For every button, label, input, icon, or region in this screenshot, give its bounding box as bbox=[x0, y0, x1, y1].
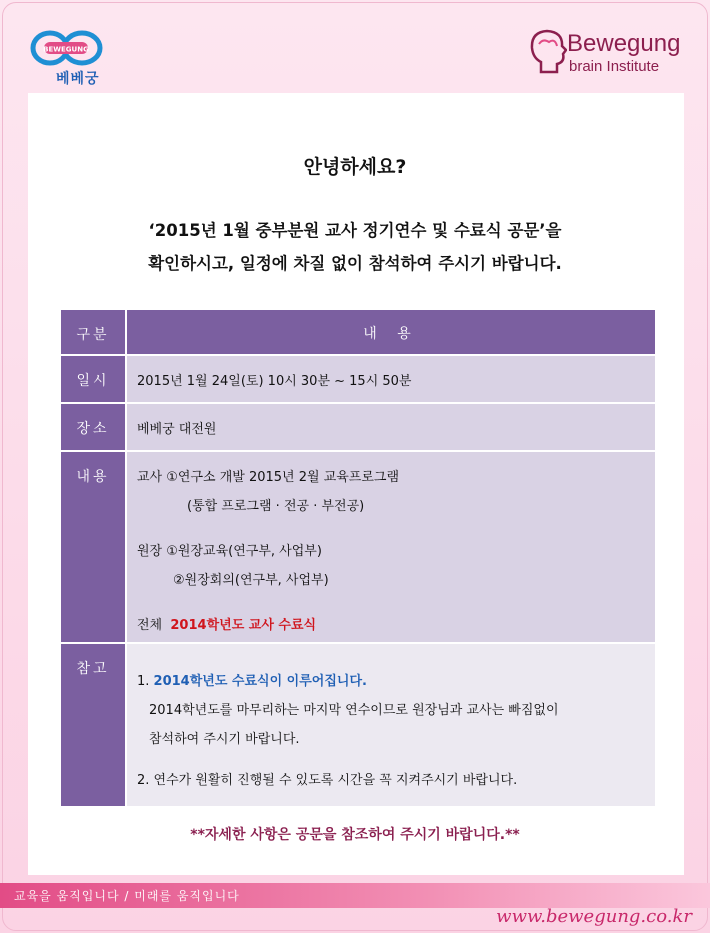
content-value bbox=[127, 452, 655, 642]
note-item-2: 2. 연수가 원활히 진행될 수 있도록 시간을 꼭 지켜주시기 바랍니다. bbox=[137, 773, 518, 788]
greeting-heading: 안녕하세요? bbox=[303, 156, 407, 178]
logo-title: Bewegung bbox=[567, 30, 681, 57]
director-line-2: ②원장회의(연구부, 사업부) bbox=[173, 573, 329, 588]
schedule-table bbox=[61, 310, 655, 806]
slogan-text: 교육을 움직입니다 / 미래를 움직입니다 bbox=[14, 889, 240, 903]
all-highlight: 2014학년도 교사 수료식 bbox=[170, 618, 317, 633]
header-label: 구분 bbox=[61, 310, 125, 354]
all-line bbox=[137, 614, 645, 633]
all-prefix: 전체 bbox=[137, 618, 163, 633]
head-profile-icon bbox=[527, 28, 567, 76]
director-line-1: 원장 ①원장교육(연구부, 사업부) bbox=[137, 544, 322, 559]
bewegung-logo bbox=[28, 30, 108, 85]
note-item-1-line-3: 참석하여 주시기 바랍니다. bbox=[149, 732, 300, 747]
website-link[interactable]: www.bewegung.co.kr bbox=[496, 906, 692, 927]
intro-line-2: 확인하시고, 일정에 차질 없이 참석하여 주시기 바랍니다. bbox=[148, 254, 562, 273]
table-header-row bbox=[61, 310, 655, 356]
table-row-note bbox=[61, 644, 655, 806]
intro-line-1: ‘2015년 1월 중부분원 교사 정기연수 및 수료식 공문’을 bbox=[148, 221, 562, 240]
content-label: 내용 bbox=[61, 452, 125, 642]
note-item-1-highlight: 2014학년도 수료식이 이루어집니다. bbox=[153, 674, 367, 689]
table-row-content bbox=[61, 452, 655, 644]
logo-subtitle: brain Institute bbox=[569, 58, 660, 75]
brain-institute-logo bbox=[527, 28, 687, 80]
infinity-logo-icon bbox=[30, 30, 104, 66]
teacher-line: 교사 ①연구소 개발 2015년 2월 교육프로그램 bbox=[137, 470, 400, 485]
note-item-1 bbox=[137, 670, 645, 689]
date-label: 일시 bbox=[61, 356, 125, 402]
note-label: 참고 bbox=[61, 644, 125, 806]
svg-text:BEWEGUNG: BEWEGUNG bbox=[43, 45, 89, 54]
table-row-date bbox=[61, 356, 655, 404]
teacher-sub-line: (통합 프로그램 · 전공 · 부전공) bbox=[187, 499, 365, 514]
header-content: 내 용 bbox=[127, 310, 655, 354]
note-item-1-prefix: 1. bbox=[137, 674, 150, 689]
note-value bbox=[127, 644, 655, 806]
place-label: 장소 bbox=[61, 404, 125, 450]
table-row-place bbox=[61, 404, 655, 452]
note-item-1-line-2: 2014학년도를 마무리하는 마지막 연수이므로 원장님과 교사는 빠짐없이 bbox=[149, 703, 559, 718]
reference-note: **자세한 사항은 공문을 참조하여 주시기 바랍니다.** bbox=[190, 827, 520, 843]
date-value: 2015년 1월 24일(토) 10시 30분 ~ 15시 50분 bbox=[127, 356, 655, 402]
place-value: 베베궁 대전원 bbox=[127, 404, 655, 450]
logo-korean-text: 베베궁 bbox=[56, 71, 100, 87]
